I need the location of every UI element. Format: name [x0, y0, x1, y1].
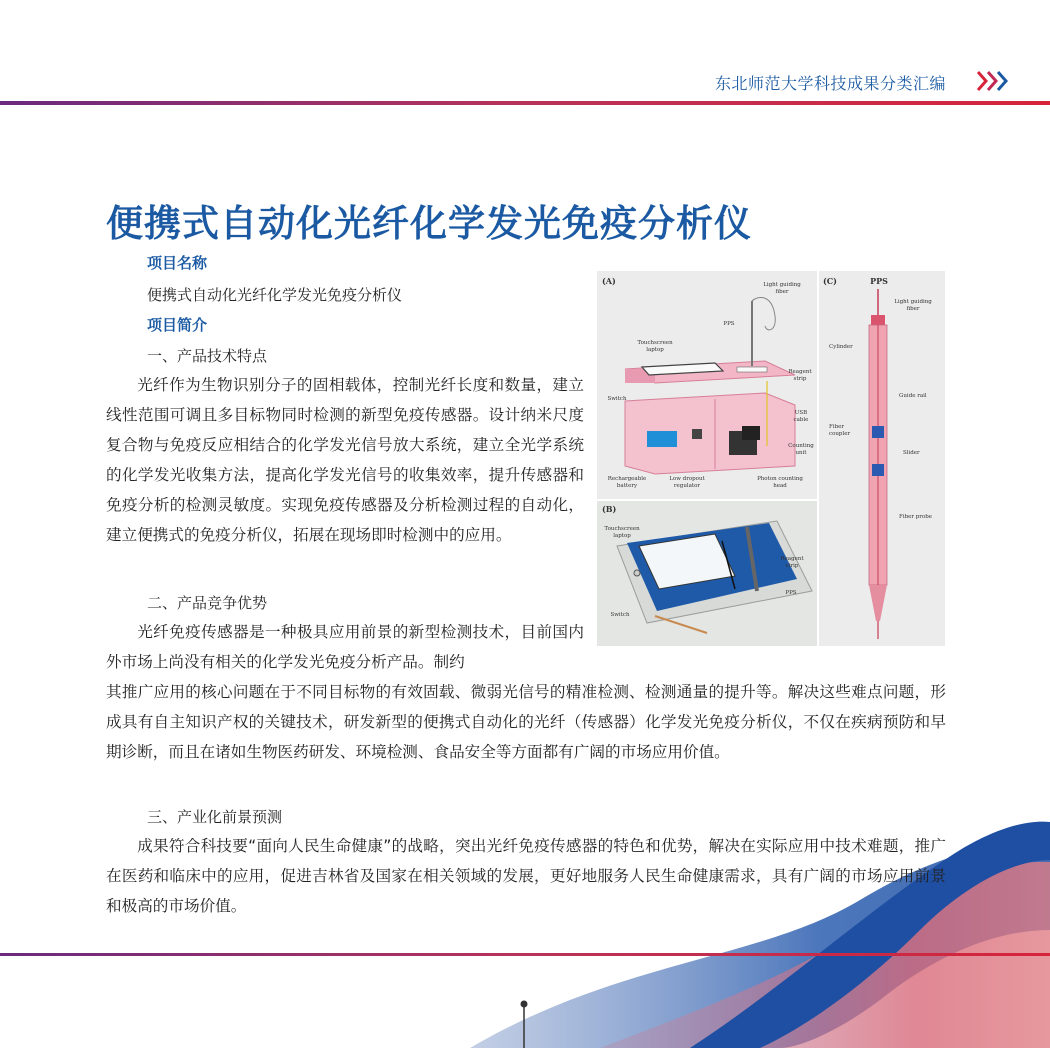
- a-label-light-fiber-2: fiber: [775, 289, 789, 295]
- b-label-reagent-1: Reagent: [780, 556, 804, 562]
- c-label-guide-rail: Guide rail: [899, 393, 927, 399]
- a-label-light-fiber-1: Light guiding: [763, 282, 801, 288]
- a-label-touchscreen-2: laptop: [646, 347, 664, 353]
- header-title: 东北师范大学科技成果分类汇编: [714, 74, 946, 93]
- section1-paragraph: 光纤作为生物识别分子的固相载体，控制光纤长度和数量，建立线性范围可调且多目标物同时检测的新型免疫传感器。设计纳米尺度复合物与免疫反应相结合的化学发光信号放大系统，建立全光学系统的化学发光收集方法，提高化学发光信号的收集效率，提升传感器和免疫分析的检测灵敏度。实现免疫传感器及分析检测过程的自动化，建立便携式的免疫分析仪，拓展在现场即时检测中的应用。: [106, 376, 584, 544]
- section1-heading: 一、产品技术特点: [147, 347, 268, 365]
- c-label-cylinder: Cylinder: [829, 344, 853, 350]
- a-label-usb-1: USB: [794, 410, 808, 416]
- b-label-touchscreen-2: laptop: [613, 533, 631, 539]
- a-label-pps: PPS: [723, 321, 735, 327]
- a-label-regulator-1: Low dropout: [669, 476, 705, 482]
- pps-title: PPS: [870, 276, 888, 286]
- a-label-usb-2: cable: [793, 417, 809, 423]
- instrument-figure: [597, 271, 945, 646]
- footer-divider: [0, 953, 1050, 956]
- a-label-counting-1: Counting: [788, 443, 814, 449]
- instrument-diagram: [597, 271, 945, 646]
- page-title: 便携式自动化光纤化学发光免疫分析仪: [106, 202, 752, 245]
- b-label-switch: Switch: [610, 612, 630, 618]
- a-label-counting-2: unit: [795, 450, 807, 456]
- project-intro-label: 项目简介: [147, 316, 208, 334]
- c-label-slider: Slider: [903, 450, 920, 456]
- a-label-regulator-2: regulator: [673, 483, 701, 489]
- triple-chevron-right-icon: [976, 66, 1012, 96]
- b-label-reagent-2: strip: [785, 563, 799, 569]
- c-label-fiber-coupler-1: Fiber: [829, 424, 844, 430]
- panel-c-label: (C): [823, 276, 837, 286]
- panel-b-label: (B): [602, 504, 617, 514]
- b-label-touchscreen-1: Touchscreen: [604, 526, 640, 532]
- a-label-switch: Switch: [607, 396, 627, 402]
- a-label-touchscreen-1: Touchscreen: [637, 340, 673, 346]
- panel-a-label: (A): [602, 276, 616, 286]
- section3-paragraph: 成果符合科技要“面向人民生命健康”的战略，突出光纤免疫传感器的特色和优势，解决在实际应用中技术难题，推广在医药和临床中的应用，促进吉林省及国家在相关领域的发展，更好地服务人民生命健康需求，具有广阔的市场应用前景和极高的市场价值。: [106, 837, 946, 915]
- a-label-battery-2: battery: [616, 483, 638, 489]
- a-label-photon-1: Photon counting: [757, 476, 803, 482]
- header-divider: [0, 101, 1050, 105]
- section2-paragraph-part1: 光纤免疫传感器是一种极具应用前景的新型检测技术，目前国内外市场上尚没有相关的化学发光免疫分析产品。制约: [106, 623, 584, 671]
- section3-heading: 三、产业化前景预测: [147, 808, 283, 826]
- c-label-light-guiding-1: Light guiding: [894, 299, 932, 305]
- c-label-fiber-probe: Fiber probe: [899, 514, 932, 520]
- section2-paragraph-part2: 其推广应用的核心问题在于不同目标物的有效固载、微弱光信号的精准检测、检测通量的提升等。解决这些难点问题，形成具有自主知识产权的关键技术，研发新型的便携式自动化的光纤（传感器）化学发光免疫分析仪，不仅在疾病预防和早期诊断，而且在诸如生物医药研发、环境检测、食品安全等方面都有广阔的市场应用价值。: [106, 683, 946, 761]
- a-label-battery-1: Rechargeable: [607, 476, 647, 482]
- c-label-fiber-coupler-2: coupler: [829, 431, 851, 437]
- section2-heading: 二、产品竞争优势: [147, 594, 268, 612]
- b-label-pps: PPS: [785, 590, 797, 596]
- a-label-reagent-1: Reagent: [788, 369, 812, 375]
- project-name-value: 便携式自动化光纤化学发光免疫分析仪: [147, 286, 403, 304]
- c-label-light-guiding-2: fiber: [906, 306, 920, 312]
- a-label-reagent-2: strip: [793, 376, 807, 382]
- project-name-label: 项目名称: [147, 254, 208, 272]
- a-label-photon-2: head: [773, 483, 787, 489]
